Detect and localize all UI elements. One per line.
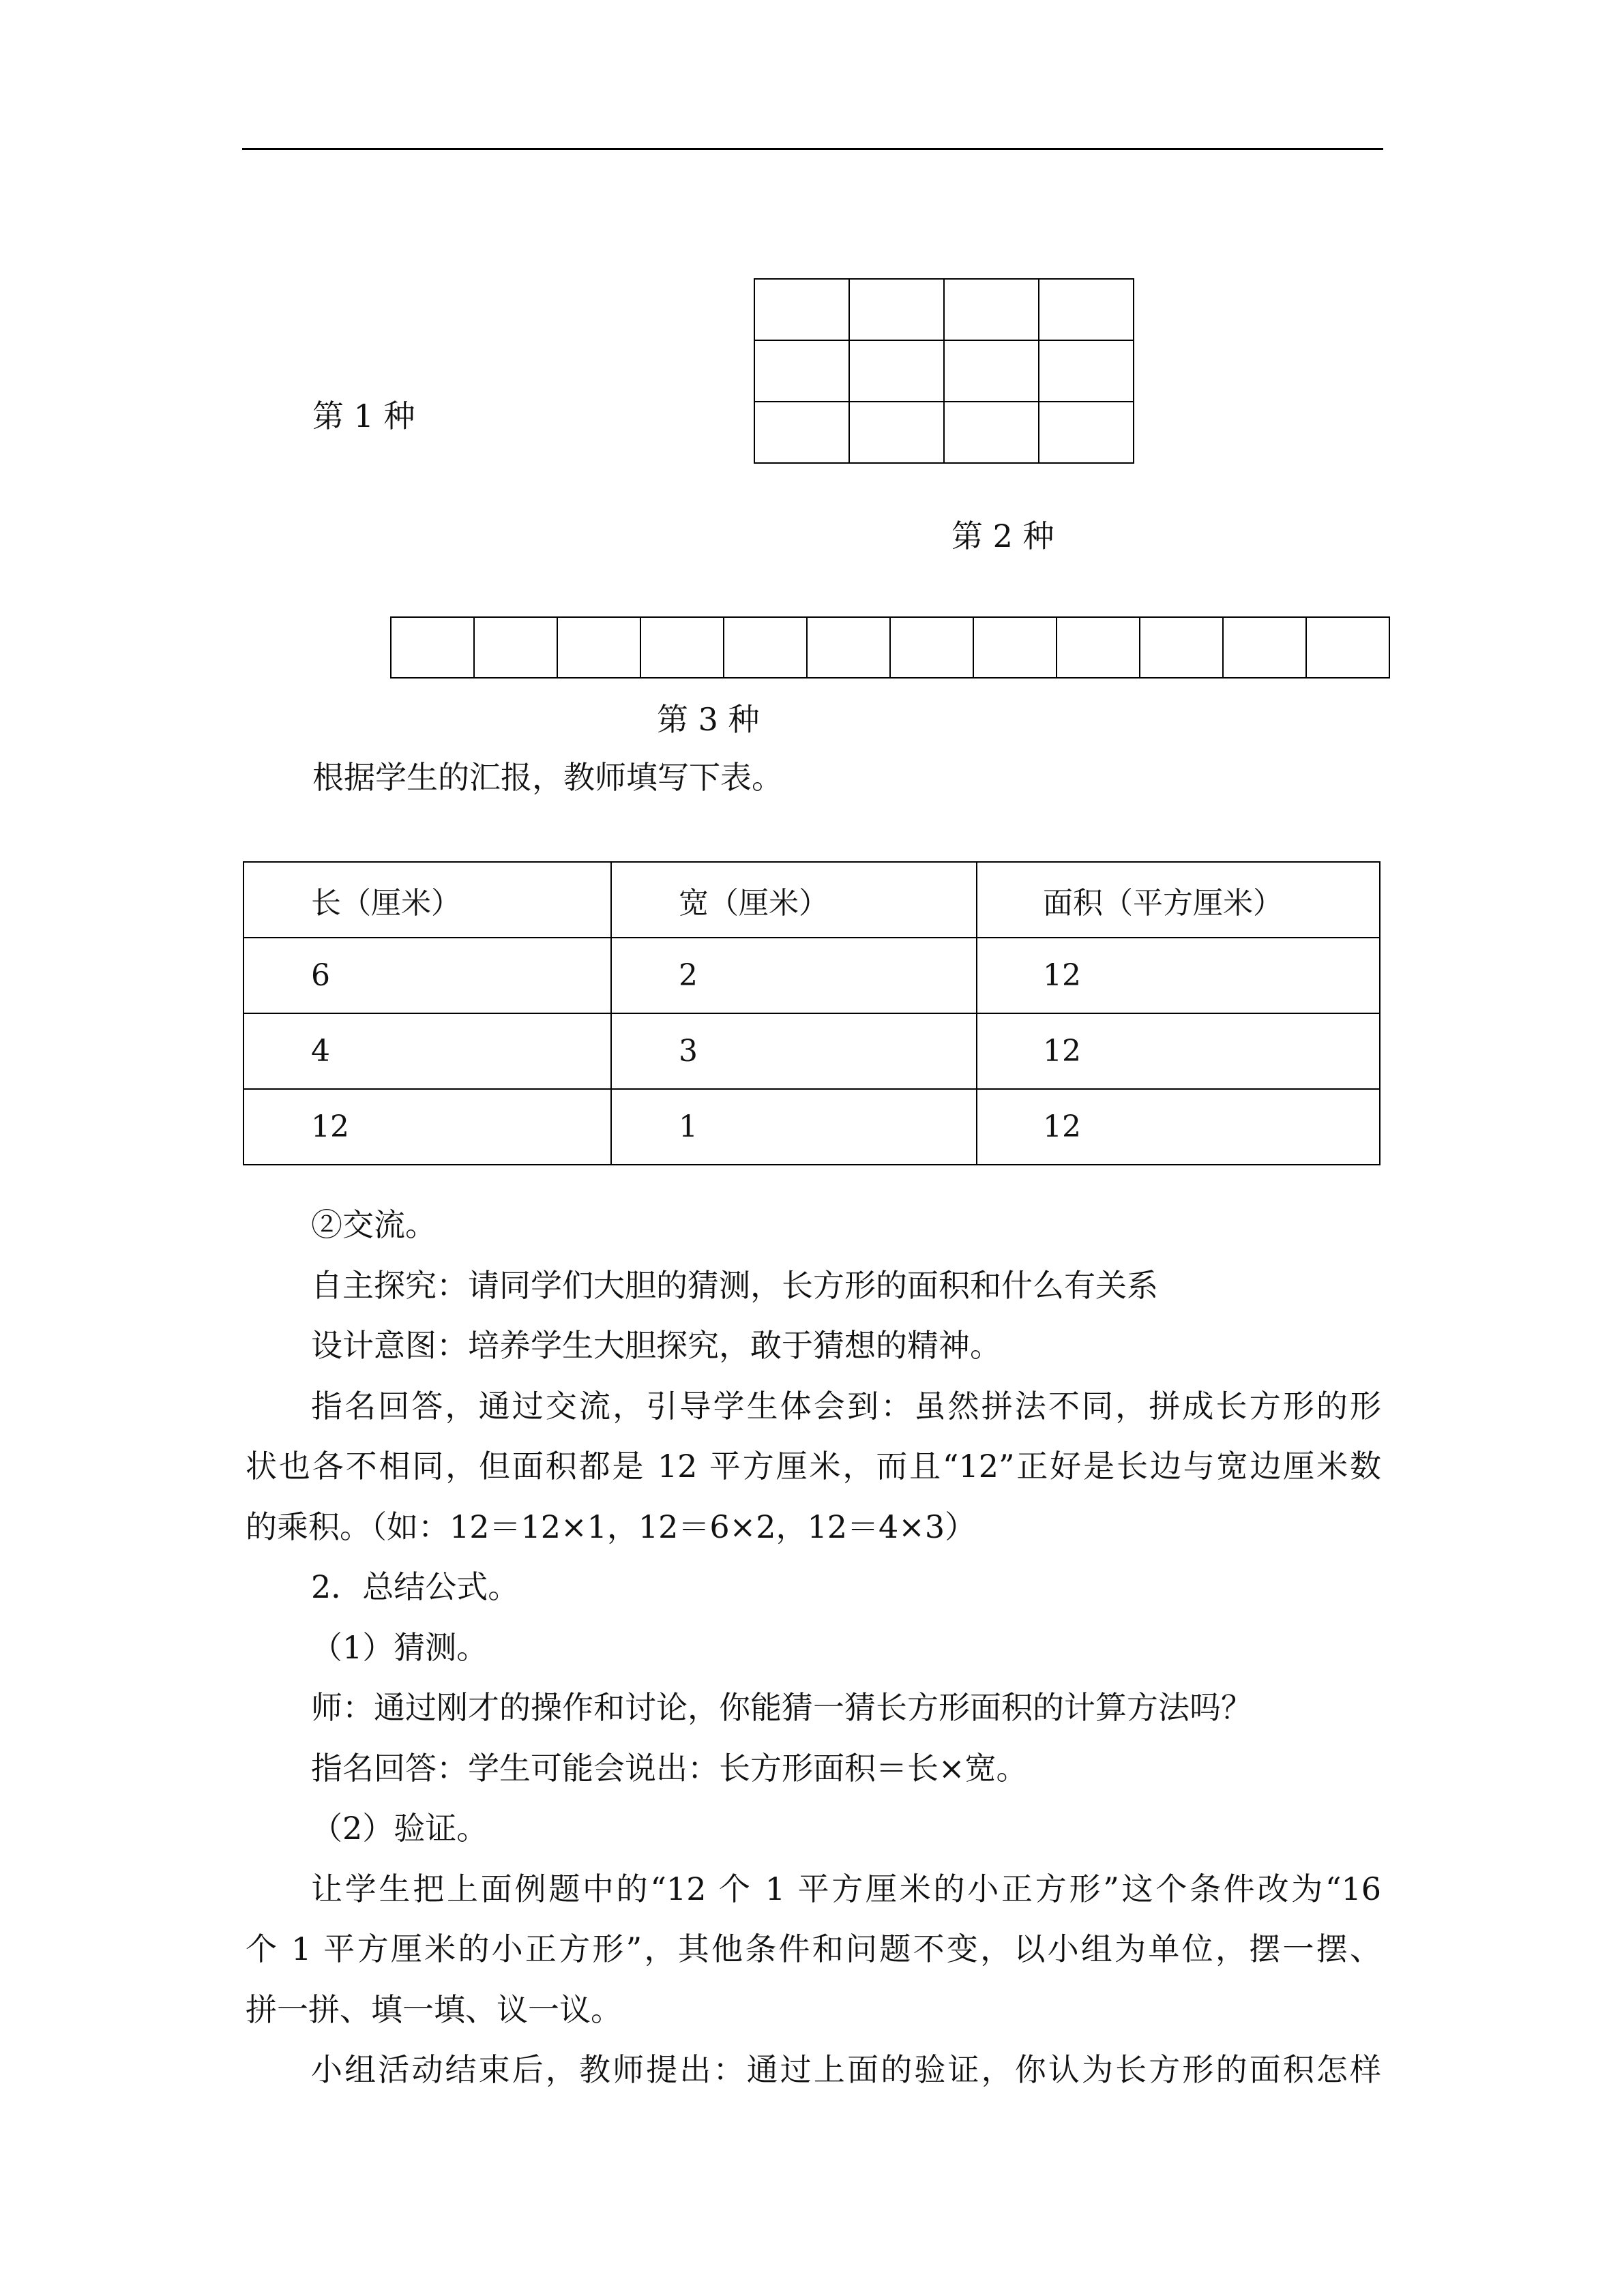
header-rule bbox=[242, 148, 1383, 150]
header-length: 长（厘米） bbox=[243, 862, 611, 938]
grid-cell bbox=[944, 279, 1039, 340]
grid-cell bbox=[724, 617, 807, 678]
grid-cell bbox=[1057, 617, 1140, 678]
grid-cell bbox=[973, 617, 1057, 678]
grid-cell bbox=[944, 340, 1039, 402]
grid-cell bbox=[1039, 340, 1134, 402]
figure-label-3: 第 3 种 bbox=[657, 701, 760, 738]
grid-cell bbox=[474, 617, 557, 678]
table-cell: 12 bbox=[977, 1013, 1380, 1089]
figure-label-2: 第 2 种 bbox=[951, 518, 1054, 554]
paragraph-line: 个 1 平方厘米的小正方形”，其他条件和问题不变，以小组为单位，摆一摆、 bbox=[246, 1930, 1381, 1967]
paragraph: （1）猜测。 bbox=[311, 1628, 488, 1666]
grid-cell bbox=[807, 617, 890, 678]
grid-cell bbox=[849, 340, 944, 402]
paragraph: ②交流。 bbox=[311, 1206, 437, 1243]
grid-cell bbox=[944, 402, 1039, 463]
figure-label-1: 第 1 种 bbox=[312, 398, 415, 434]
grid-row bbox=[391, 617, 1389, 678]
paragraph: 师：通过刚才的操作和讨论，你能猜一猜长方形面积的计算方法吗？ bbox=[311, 1689, 1252, 1726]
grid-cell bbox=[1039, 279, 1134, 340]
paragraph: 设计意图：培养学生大胆探究，敢于猜想的精神。 bbox=[311, 1327, 1001, 1364]
paragraph-line: 拼一拼、填一填、议一议。 bbox=[246, 1991, 622, 2028]
grid-cell bbox=[640, 617, 724, 678]
table-cell: 12 bbox=[243, 1089, 611, 1165]
grid-cell bbox=[391, 617, 474, 678]
table-cell: 12 bbox=[977, 1089, 1380, 1165]
table-cell: 1 bbox=[611, 1089, 977, 1165]
table-header-row bbox=[243, 862, 1380, 938]
grid-cell bbox=[1039, 402, 1134, 463]
grid-cell bbox=[1223, 617, 1306, 678]
grid-cell bbox=[557, 617, 640, 678]
grid-cell bbox=[1306, 617, 1389, 678]
header-width: 宽（厘米） bbox=[611, 862, 977, 938]
paragraph: （2）验证。 bbox=[311, 1810, 488, 1847]
paragraph-line: 指名回答，通过交流，引导学生体会到：虽然拼法不同，拼成长方形的形 bbox=[311, 1387, 1381, 1425]
grid-cell bbox=[849, 279, 944, 340]
grid-cell bbox=[754, 402, 849, 463]
header-area: 面积（平方厘米） bbox=[977, 862, 1380, 938]
table-row bbox=[243, 1089, 1380, 1165]
body-text bbox=[246, 1195, 1381, 2100]
table-cell: 12 bbox=[977, 938, 1380, 1013]
paragraph: 指名回答：学生可能会说出：长方形面积＝长×宽。 bbox=[311, 1749, 1028, 1787]
grid-1x12-figure bbox=[390, 616, 1390, 679]
grid-cell bbox=[849, 402, 944, 463]
table-cell: 3 bbox=[611, 1013, 977, 1089]
grid-cell bbox=[1140, 617, 1223, 678]
table-cell: 2 bbox=[611, 938, 977, 1013]
grid-cell bbox=[754, 279, 849, 340]
grid-row bbox=[754, 402, 1134, 463]
paragraph-line: 小组活动结束后，教师提出：通过上面的验证，你认为长方形的面积怎样 bbox=[311, 2051, 1381, 2088]
paragraph: 2．总结公式。 bbox=[311, 1568, 520, 1605]
paragraph-line: 让学生把上面例题中的“12 个 1 平方厘米的小正方形”这个条件改为“16 bbox=[311, 1870, 1381, 1907]
grid-row bbox=[754, 279, 1134, 340]
table-cell: 4 bbox=[243, 1013, 611, 1089]
intro-text: 根据学生的汇报，教师填写下表。 bbox=[312, 759, 783, 796]
grid-cell bbox=[890, 617, 973, 678]
table-row bbox=[243, 1013, 1380, 1089]
grid-cell bbox=[754, 340, 849, 402]
paragraph-line: 的乘积。（如：12＝12×1，12＝6×2，12＝4×3） bbox=[246, 1508, 977, 1545]
paragraph: 自主探究：请同学们大胆的猜测，长方形的面积和什么有关系 bbox=[311, 1266, 1158, 1304]
table-row bbox=[243, 938, 1380, 1013]
area-table bbox=[243, 861, 1381, 1165]
paragraph-line: 状也各不相同，但面积都是 12 平方厘米，而且“12”正好是长边与宽边厘米数 bbox=[246, 1448, 1381, 1485]
grid-row bbox=[754, 340, 1134, 402]
grid-3x4-figure bbox=[754, 278, 1134, 464]
table-cell: 6 bbox=[243, 938, 611, 1013]
